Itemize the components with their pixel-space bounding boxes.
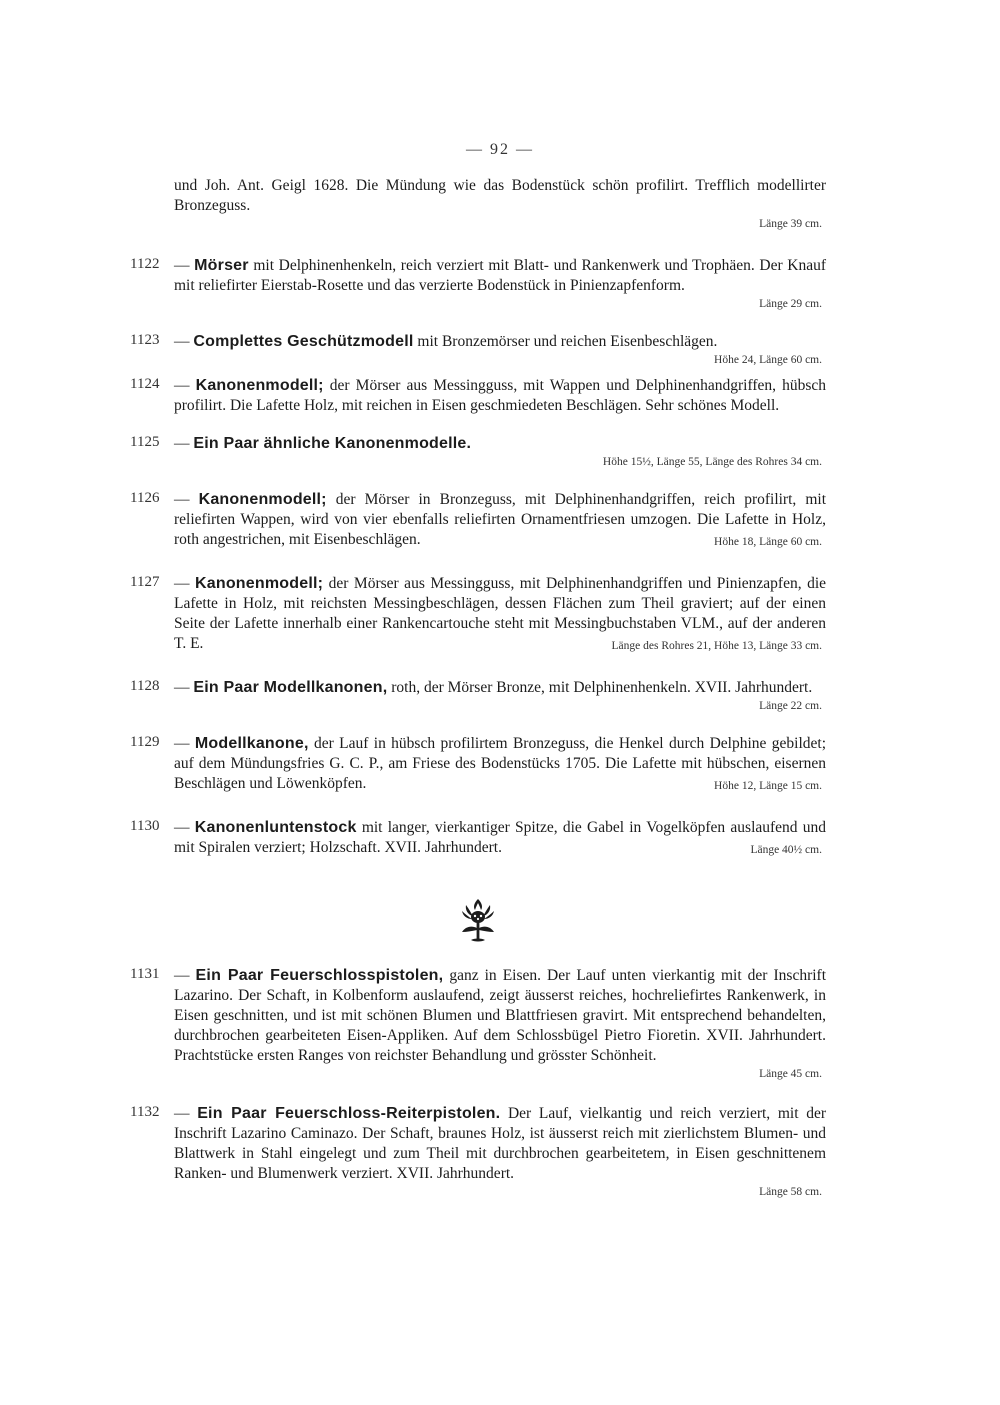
entry-text: — Ein Paar Feuerschloss-Reiterpistolen. Der Lauf, vielkantig und reich verziert, mit der Inschrift Lazarino Caminazo. Der Schaft, braunes Holz, ist äusserst reich mit zierlichstem Blumen- und Blattwerk in Stahl eingelegt und zum Theil mit durchbrochen gearbeitetem, in Eisen geschnittenem Ranken- und Blumenwerk verziert. XVII. Jahrhundert. bbox=[174, 1105, 826, 1182]
entry-text: — Ein Paar ähnliche Kanonenmodelle. bbox=[174, 435, 472, 452]
entry-text: — Ein Paar Modellkanonen, roth, der Mörser Bronze, mit Delphinenhenkeln. XVII. Jahrhundert. bbox=[174, 679, 813, 696]
entry-title: Kanonenmodell; bbox=[195, 377, 324, 394]
entry-description: der Lauf in hübsch profilirtem Bronzeguss, die Henkel durch Delphine gebildet; auf dem Mündungsfries G. C. P., am Friese des Bodenstücks 1705. Die Lafette mit hübschen, eisernen Beschlägen und Löwenköpfen. bbox=[174, 735, 827, 792]
entry-1130 bbox=[130, 818, 827, 858]
entry-description: mit Delphinenhenkeln, reich verziert mit Blatt- und Rankenwerk und Trophäen. Der Knauf mit reliefirter Eierstab-Rosette und das verzierte Bodenstück in Pinienzapfenform. bbox=[174, 257, 827, 294]
entry-text: — Kanonenmodell; der Mörser in Bronzeguss, mit Delphinenhandgriffen, reich profilirt, mit reliefirten Wappen, wird von vier ebenfalls reliefirten Ornamentfriesen umzogen. Die Lafette in Holz, roth angestrichen, mit Eisenbeschlägen. bbox=[174, 491, 827, 548]
entry-measure: Länge 39 cm. bbox=[759, 218, 822, 230]
entry-number: 1130 bbox=[130, 818, 160, 834]
entry-number: 1124 bbox=[130, 376, 160, 392]
entry-1127 bbox=[130, 574, 827, 654]
entry-1128 bbox=[130, 678, 826, 714]
entry-measure: Höhe 12, Länge 15 cm. bbox=[714, 780, 822, 792]
entry-text: — Mörser mit Delphinenhenkeln, reich verziert mit Blatt- und Rankenwerk und Trophäen. Der Knauf mit reliefirter Eierstab-Rosette und das verzierte Bodenstück in Pinienzapfenform. bbox=[174, 257, 827, 294]
entry-measure: Höhe 24, Länge 60 cm. bbox=[714, 354, 822, 366]
entry-text: — Complettes Geschützmodell mit Bronzemörser und reichen Eisenbeschlägen. bbox=[174, 333, 718, 350]
entry-description: der Mörser in Bronzeguss, mit Delphinenhandgriffen, reich profilirt, mit reliefirten Wappen, wird von vier ebenfalls reliefirten Ornamentfriesen umzogen. Die Lafette in Holz, roth angestrichen, mit Eisenbeschlägen. bbox=[174, 491, 827, 548]
catalogue-content-continued bbox=[130, 966, 827, 1200]
entry-number: 1129 bbox=[130, 734, 160, 750]
entry-1125 bbox=[130, 434, 826, 470]
entry-number: 1132 bbox=[130, 1104, 160, 1120]
entry-description: mit langer, vierkantiger Spitze, die Gabel in Vogelköpfen auslaufend und mit Spiralen verziert; Holzschaft. XVII. Jahrhundert. bbox=[174, 819, 827, 856]
entry-title: Modellkanone, bbox=[194, 735, 309, 752]
entry-text: — Modellkanone, der Lauf in hübsch profilirtem Bronzeguss, die Henkel durch Delphine gebildet; auf dem Mündungsfries G. C. P., am Friese des Bodenstücks 1705. Die Lafette mit hübschen, eisernen Beschlägen und Löwenköpfen. bbox=[174, 735, 827, 792]
entry-measure: Länge des Rohres 21, Höhe 13, Länge 33 cm. bbox=[611, 640, 822, 652]
entry-text: — Kanonenmodell; der Mörser aus Messingguss, mit Wappen und Delphinenhandgriffen, hübsch profilirt. Die Lafette Holz, mit reichen in Eisen geschmiedeten Beschlägen. Sehr schönes Modell. bbox=[174, 377, 826, 414]
entry-number: 1127 bbox=[130, 574, 160, 590]
entry-title: Ein Paar Feuerschlosspistolen, bbox=[195, 967, 444, 984]
entry-number: 1128 bbox=[130, 678, 160, 694]
catalogue-content bbox=[130, 176, 827, 858]
entry-number: 1131 bbox=[130, 966, 160, 982]
entry-description: der Mörser aus Messingguss, mit Wappen und Delphinenhandgriffen, hübsch profilirt. Die Lafette Holz, mit reichen in Eisen geschmiedeten Beschlägen. Sehr schönes Modell. bbox=[174, 377, 826, 414]
entry-measure: Höhe 15½, Länge 55, Länge des Rohres 34 cm. bbox=[602, 456, 822, 468]
entry-description: roth, der Mörser Bronze, mit Delphinenhenkeln. XVII. Jahrhundert. bbox=[391, 679, 813, 696]
entry-1131 bbox=[130, 966, 827, 1082]
entry-measure: Länge 45 cm. bbox=[759, 1068, 822, 1080]
entry-description: mit Bronzemörser und reichen Eisenbeschlägen. bbox=[417, 333, 718, 350]
entry-1124 bbox=[130, 376, 826, 416]
entry-measure: Länge 40½ cm. bbox=[750, 844, 822, 856]
entry-measure: Länge 29 cm. bbox=[759, 298, 822, 310]
entry-title: Complettes Geschützmodell bbox=[193, 333, 414, 350]
entry-title: Ein Paar Modellkanonen, bbox=[193, 679, 388, 696]
entry-number: 1123 bbox=[130, 332, 160, 348]
entry-description: Der Lauf, vielkantig und reich verziert, mit der Inschrift Lazarino Caminazo. Der Schaft, braunes Holz, ist äusserst reich mit zierlichstem Blumen- und Blattwerk in Stahl eingelegt und zum Theil mit durchbrochen gearbeitetem, in Eisen geschnittenem Ranken- und Blumenwerk verziert. XVII. Jahrhundert. bbox=[174, 1105, 826, 1182]
entry-measure: Länge 22 cm. bbox=[759, 700, 822, 712]
entry-title: Ein Paar Feuerschloss-Reiterpistolen. bbox=[197, 1105, 501, 1122]
entry-description: ganz in Eisen. Der Lauf unten vierkantig mit der Inschrift Lazarino. Der Schaft, in Kolbenform auslaufend, zeigt äusserst reiches, hochreliefirtes Rankenwerk, in Eisen geschnitten, und ist mit schönen Blumen und Blattfriesen gravirt. Mit entsprechend behandelten, durchbrochen gearbeiteten Eisen-Appliken. Auf dem Schlossbügel Pietro Fioretin. XVII. Jahrhundert. Prachtstücke ersten Ranges von reichster Behandlung und grösster Schönheit. bbox=[174, 967, 827, 1064]
entry-1126 bbox=[130, 490, 827, 550]
entry-number: 1126 bbox=[130, 490, 160, 506]
entry-text: und Joh. Ant. Geigl 1628. Die Mündung wie das Bodenstück schön profilirt. Trefflich modellirter Bronzeguss. bbox=[174, 177, 826, 214]
page-number: — 92 — bbox=[466, 141, 534, 158]
entry-1129 bbox=[130, 734, 827, 794]
entry-title: Mörser bbox=[194, 257, 249, 274]
entry-text: — Kanonenmodell; der Mörser aus Messingguss, mit Delphinenhandgriffen und Pinienzapfen, die Lafette in Holz, mit reichsten Messingbeschlägen, dessen Flächen zum Theil graviert; auf der einen Seite der Lafette innerhalb einer Rankencartouche steht mit Messingbuchstaben VLM., auf der anderen T. E. bbox=[174, 575, 827, 652]
entry-text: — Ein Paar Feuerschlosspistolen, ganz in Eisen. Der Lauf unten vierkantig mit der Inschrift Lazarino. Der Schaft, in Kolbenform auslaufend, zeigt äusserst reiches, hochreliefirtes Rankenwerk, in Eisen geschnitten, und ist mit schönen Blumen und Blattfriesen gravirt. Mit entsprechend behandelten, durchbrochen gearbeiteten Eisen-Appliken. Auf dem Schlossbügel Pietro Fioretin. XVII. Jahrhundert. Prachtstücke ersten Ranges von reichster Behandlung und grösster Schönheit. bbox=[174, 967, 827, 1064]
entry-title: Kanonenluntenstock bbox=[194, 819, 357, 836]
entry-title: Ein Paar ähnliche Kanonenmodelle. bbox=[193, 435, 472, 452]
entry-description: der Mörser aus Messingguss, mit Delphinenhandgriffen und Pinienzapfen, die Lafette in Holz, mit reichsten Messingbeschlägen, dessen Flächen zum Theil graviert; auf der einen Seite der Lafette innerhalb einer Rankencartouche steht mit Messingbuchstaben VLM., auf der anderen T. E. bbox=[174, 575, 827, 652]
entry-1123 bbox=[130, 332, 826, 368]
entry-measure: Höhe 18, Länge 60 cm. bbox=[714, 536, 822, 548]
entry-measure: Länge 58 cm. bbox=[759, 1186, 822, 1198]
entry-1132 bbox=[130, 1104, 826, 1200]
floral-vignette-icon bbox=[456, 897, 500, 943]
entry-number: 1125 bbox=[130, 434, 160, 450]
entry-text: — Kanonenluntenstock mit langer, vierkantiger Spitze, die Gabel in Vogelköpfen auslaufend und mit Spiralen verziert; Holzschaft. XVII. Jahrhundert. bbox=[174, 819, 827, 856]
entry-continuation bbox=[174, 176, 826, 232]
entry-title: Kanonenmodell; bbox=[195, 575, 324, 592]
entry-title: Kanonenmodell; bbox=[198, 491, 327, 508]
entry-number: 1122 bbox=[130, 256, 160, 272]
entry-1122 bbox=[130, 256, 827, 312]
